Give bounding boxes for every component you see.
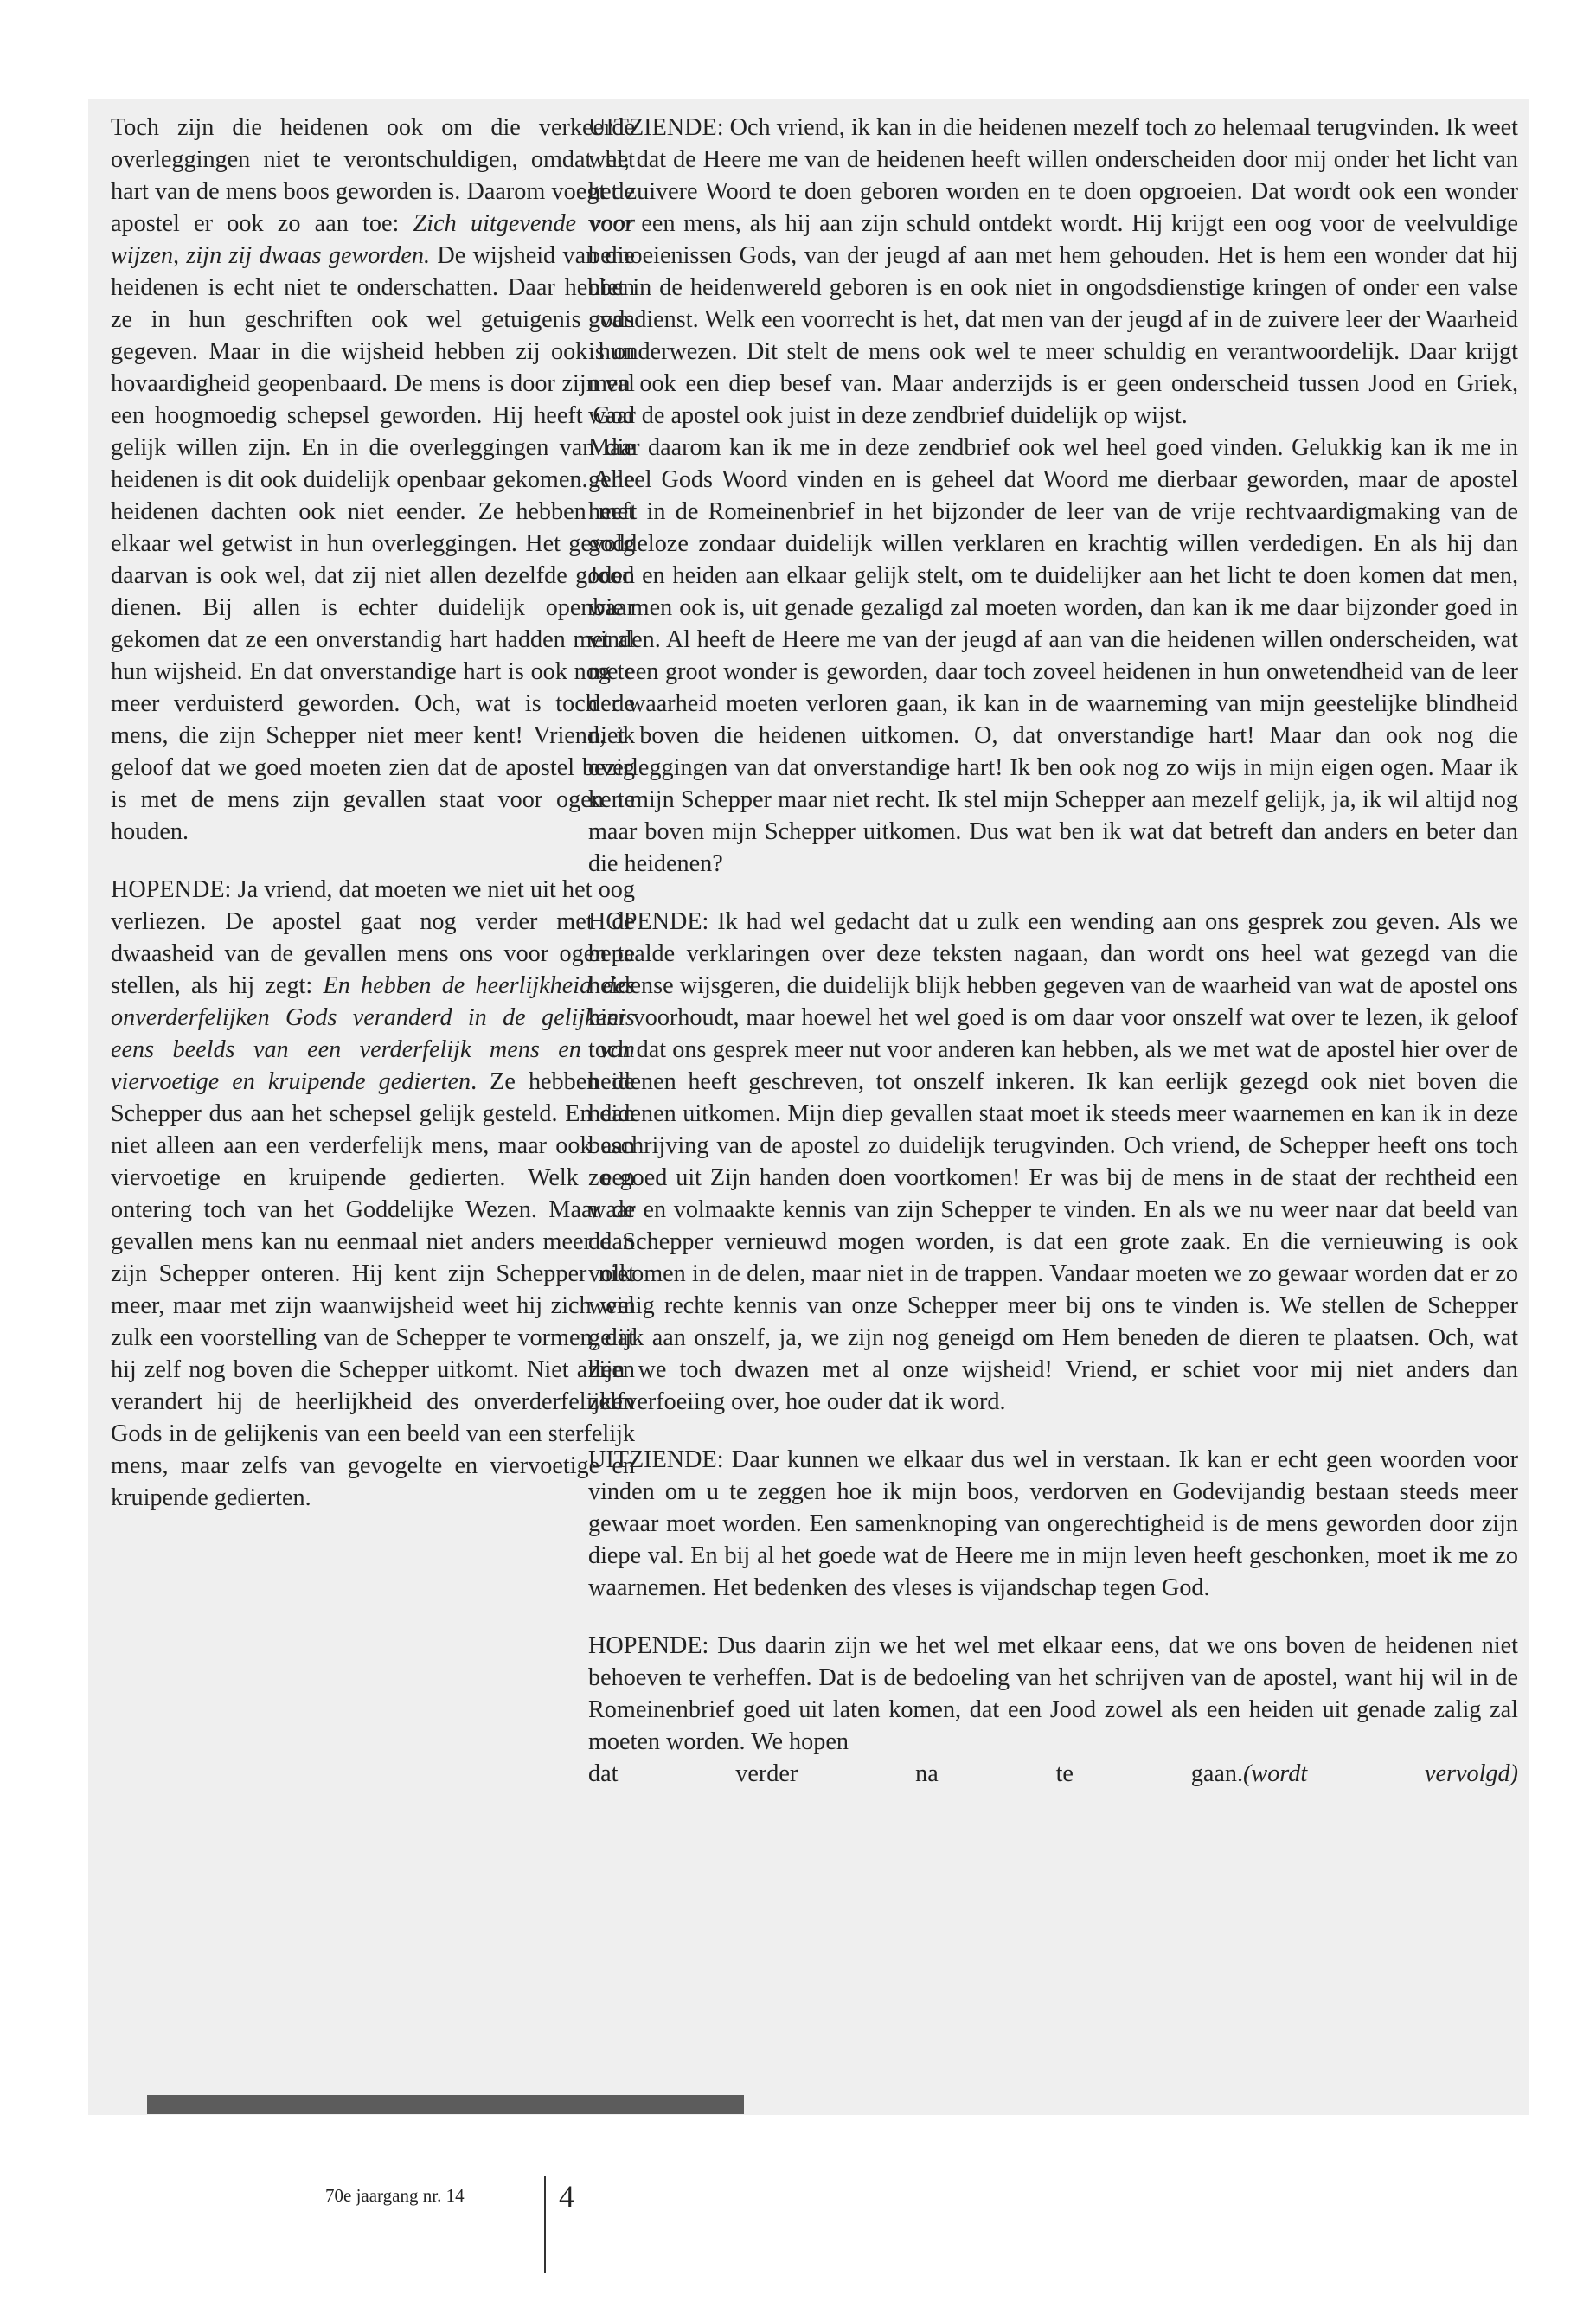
left-p1-text-a: Toch zijn die heidenen ook om die verkeerde overleggingen niet te verontschuldigen, omdat het hart van de mens boos geworden is. Daarom voegt de apostel er ook zo aan toe: xyxy=(111,114,635,237)
right-column xyxy=(588,112,1518,1790)
left-column xyxy=(111,112,635,1514)
issue-label: 70e jaargang nr. 14 xyxy=(325,2185,465,2206)
left-p2-text-a: HOPENDE: Ja vriend, dat moeten we niet uit het oog verliezen. De apostel gaat nog verder met de dwaasheid van de gevallen mens ons voor ogen te stellen, als hij zegt: xyxy=(111,876,635,999)
right-p4-last-line: dat verder na te gaan. xyxy=(588,1760,1244,1787)
left-p2-quote: En hebben de heerlijkheid des onverderfelijken Gods veranderd in de gelijkenis eens beelds van een verderfelijk mens en van viervoetige en kruipende gedierten xyxy=(111,972,635,1095)
right-paragraph-3: UITZIENDE: Daar kunnen we elkaar dus wel in verstaan. Ik kan er echt geen woorden voor vinden om u te zeggen hoe ik mijn boos, verdorven en Godevijandig bestaan steeds meer gewaar moet worden. Een samenknoping van ongerechtigheid is de mens geworden door zijn diepe val. En bij al het goede wat de Heere me in mijn leven heeft geschonken, moet ik me zo waarnemen. Het bedenken des vleses is vijandschap tegen God. xyxy=(588,1446,1518,1601)
left-paragraph-2 xyxy=(111,874,635,1514)
decorative-bar xyxy=(147,2095,744,2114)
right-paragraph-1-continued: Maar daarom kan ik me in deze zendbrief ook wel heel goed vinden. Gelukkig kan ik me in geheel Gods Woord vinden en is geheel dat Woord me dierbaar geworden, maar de apostel heeft in de Romeinenbrief in het bijzonder de leer van de vrije rechtvaardigmaking van de goddeloze zondaar duidelijk willen verklaren en krachtig willen verdedigen. En als hij dan Jood en heiden aan elkaar gelijk stelt, om te duidelijker aan het licht te doen komen dat men, wie men ook is, uit genade gezaligd zal moeten worden, dan kan ik me daar bijzonder goed in vinden. Al heeft de Heere me van der jeugd af aan van die heidenen willen onderscheiden, wat me een groot wonder is geworden, daar toch zoveel heidenen in hun onwetendheid van de leer der waarheid moeten verloren gaan, ik kan in de waarneming van mijn geestelijke blindheid niet boven die heidenen uitkomen. O, dat onverstandige hart! Maar dan ook nog die overleggingen van dat onverstandige hart! Ik ben ook nog zo wijs in mijn eigen ogen. Maar ik ken mijn Schepper maar niet recht. Ik stel mijn Schepper aan mezelf gelijk, ja, ik wil altijd nog maar boven mijn Schepper uitkomen. Dus wat ben ik wat dat betreft dan anders en beter dan die heidenen? xyxy=(588,434,1518,877)
left-p2-text-b: . Ze hebben de Schepper dus aan het schepsel gelijk gesteld. En dan niet alleen aan een verderfelijk mens, maar ook aan viervoetige en kruipende gedierten. Welk een ontering toch van het Goddelijke Wezen. Maar de gevallen mens kan nu eenmaal niet anders meer dan zijn Schepper onteren. Hij kent zijn Schepper niet meer, maar met zijn waanwijsheid weet hij zich wel zulk een voorstelling van de Schepper te vormen, dat hij zelf nog boven die Schepper uitkomt. Niet alleen verandert hij de heerlijkheid des onverderfelijken Gods in de gelijkenis van een beeld van een sterfelijk mens, maar zelfs van gevogelte en viervoetige en kruipende gedierten. xyxy=(111,1068,635,1511)
right-paragraph-2: HOPENDE: Ik had wel gedacht dat u zulk een wending aan ons gesprek zou geven. Als we bepaalde verklaringen over deze teksten nagaan, dan wordt ons heel wat gezegd van die heidense wijsgeren, die duidelijk blijk hebben gegeven van de waarheid van wat de apostel ons hier voorhoudt, maar hoewel het wel goed is om daar voor onszelf wat over te lezen, ik geloof toch dat ons gesprek meer nut voor anderen kan hebben, als we met wat de apostel hier over de heidenen heeft geschreven, tot onszelf inkeren. Ik kan eerlijk gezegd ook niet boven die heidenen uitkomen. Mijn diep gevallen staat moet ik steeds meer waarnemen en kan ik in deze beschrijving van de apostel zo duidelijk terugvinden. Och vriend, de Schepper heeft ons toch zo goed uit Zijn handen doen voortkomen! Er was bij de mens in de staat der rechtheid een waar en volmaakte kennis van zijn Schepper te vinden. En als we nu weer naar dat beeld van de Schepper vernieuwd mogen worden, is dat een grote zaak. En die vernieuwing is ook volkomen in de delen, maar niet in de trappen. Vandaar moeten we zo gewaar worden dat er zo weinig rechte kennis van onze Schepper meer bij ons te vinden is. We stellen de Schepper gelijk aan onszelf, ja, we zijn nog geneigd om Hem beneden de dieren te plaatsen. Och, wat zijn we toch dwazen met al onze wijsheid! Vriend, er schiet voor mij niet anders dan zelfverfoeiing over, hoe ouder dat ik word. xyxy=(588,908,1518,1415)
left-paragraph-1 xyxy=(111,112,635,848)
page-number: 4 xyxy=(559,2179,574,2214)
right-paragraph-4-end xyxy=(588,1758,1518,1790)
left-p1-quote: Zich uitgevende voor wijzen, zijn zij dwaas geworden. xyxy=(111,210,635,269)
right-paragraph-4: HOPENDE: Dus daarin zijn we het wel met elkaar eens, dat we ons boven de heidenen niet behoeven te verheffen. Dat is de bedoeling van het schrijven van de apostel, want hij wil in de Romeinenbrief goed uit laten komen, dat een Jood zowel als een heiden uit genade zalig zal moeten worden. We hopen xyxy=(588,1632,1518,1755)
footer-divider xyxy=(544,2176,546,2273)
article-panel xyxy=(88,99,1529,2115)
left-p1-text-b: De wijsheid van die heidenen is echt niet te onderschatten. Daar hebben ze in hun geschriften ook wel getuigenis van gegeven. Maar in die wijsheid hebben zij ook hun hovaardigheid geopenbaard. De mens is door zijn val een hoogmoedig schepsel geworden. Hij heeft God gelijk willen zijn. En in die overleggingen van die heidenen is dit ook duidelijk openbaar gekomen. Alle heidenen dachten ook niet eender. Ze hebben met elkaar wel getwist in hun overleggingen. Het gevolg daarvan is ook wel, dat zij niet allen dezelfde goden dienen. Bij allen is echter duidelijk openbaar gekomen dat ze een onverstandig hart hadden met al hun wijsheid. En dat onverstandige hart is ook nog te meer verduisterd geworden. Och, wat is toch de mens, die zijn Schepper niet meer kent! Vriend, ik geloof dat we goed moeten zien dat de apostel bezig is met de mens zijn gevallen staat voor ogen te houden. xyxy=(111,242,635,845)
continued-note: (wordt vervolgd) xyxy=(1243,1760,1518,1787)
right-paragraph-1: UITZIENDE: Och vriend, ik kan in die heidenen mezelf toch zo helemaal terugvinden. Ik weet wel, dat de Heere me van de heidenen heeft willen onderscheiden door mij onder het licht van het zuivere Woord te doen geboren worden en te doen opgroeien. Dat wordt ook een wonder voor een mens, als hij aan zijn schuld ontdekt wordt. Hij krijgt een oog voor de veelvuldige bemoeienissen Gods, van der jeugd af aan met hem gehouden. Het is hem een wonder dat hij niet in de heidenwereld geboren is en ook niet in ongodsdienstige kringen of onder een valse godsdienst. Welk een voorrecht is het, dat men van der jeugd af in de zuivere leer der Waarheid is onderwezen. Dit stelt de mens ook wel te meer schuldig en verantwoordelijk. Daar krijgt men ook een diep besef van. Maar anderzijds is er geen onderscheid tussen Jood en Griek, waar de apostel ook juist in deze zendbrief duidelijk op wijst. xyxy=(588,114,1518,429)
